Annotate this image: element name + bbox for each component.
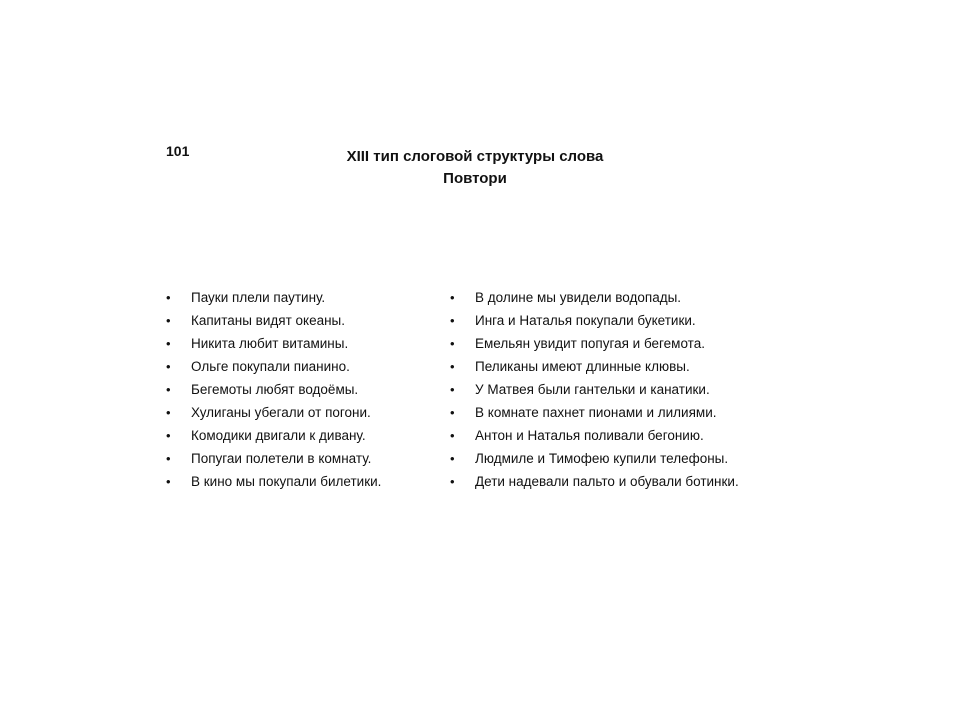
list-item [450,470,780,493]
list-item-text: Антон и Наталья поливали бегонию. [475,428,704,443]
list-item [166,424,436,447]
bullet-icon: • [450,313,455,328]
list-item [450,424,780,447]
list-item-text: Ольге покупали пианино. [191,359,350,374]
bullet-icon: • [450,405,455,420]
bullet-icon: • [450,451,455,466]
bullet-icon: • [166,313,171,328]
list-item-text: В комнате пахнет пионами и лилиями. [475,405,717,420]
list-item [166,401,436,424]
bullet-icon: • [166,382,171,397]
bullet-icon: • [450,290,455,305]
list-item [166,286,436,309]
list-item [450,378,780,401]
bullet-icon: • [166,428,171,443]
bullet-icon: • [166,474,171,489]
list-item-text: Попугаи полетели в комнату. [191,451,372,466]
list-item [450,332,780,355]
list-item-text: Людмиле и Тимофею купили телефоны. [475,451,729,466]
bullet-icon: • [166,359,171,374]
list-item-text: Никита любит витамины. [191,336,349,351]
list-item-text: Емельян увидит попугая и бегемота. [475,336,705,351]
bullet-icon: • [166,290,171,305]
page-number: 101 [166,143,190,159]
list-item [450,401,780,424]
bullet-icon: • [450,474,455,489]
title-block [300,146,650,190]
list-item-text: Комодики двигали к дивану. [191,428,366,443]
left-sentence-list [166,286,436,493]
list-item [166,470,436,493]
bullet-icon: • [166,451,171,466]
list-item [450,447,780,470]
list-item-text: Дети надевали пальто и обували ботинки. [475,474,739,489]
list-item-text: У Матвея были гантельки и канатики. [475,382,710,397]
page-subtitle: Повтори [443,170,507,187]
list-item-text: Инга и Наталья покупали букетики. [475,313,696,328]
list-item [166,378,436,401]
list-item-text: В долине мы увидели водопады. [475,290,682,305]
bullet-icon: • [450,428,455,443]
list-item-text: Хулиганы убегали от погони. [191,405,371,420]
bullet-icon: • [166,405,171,420]
list-item [166,355,436,378]
list-item-text: Бегемоты любят водоёмы. [191,382,359,397]
bullet-icon: • [450,359,455,374]
list-item-text: Пауки плели паутину. [191,290,326,305]
list-item-text: В кино мы покупали билетики. [191,474,382,489]
bullet-icon: • [450,336,455,351]
list-item [166,309,436,332]
bullet-icon: • [450,382,455,397]
list-item [450,309,780,332]
page-title: XIII тип слоговой структуры слова [346,148,604,165]
list-item [450,355,780,378]
bullet-icon: • [166,336,171,351]
list-item [166,447,436,470]
right-sentence-list [450,286,780,493]
list-item-text: Пеликаны имеют длинные клювы. [475,359,690,374]
list-item [166,332,436,355]
list-item-text: Капитаны видят океаны. [191,313,345,328]
list-item [450,286,780,309]
